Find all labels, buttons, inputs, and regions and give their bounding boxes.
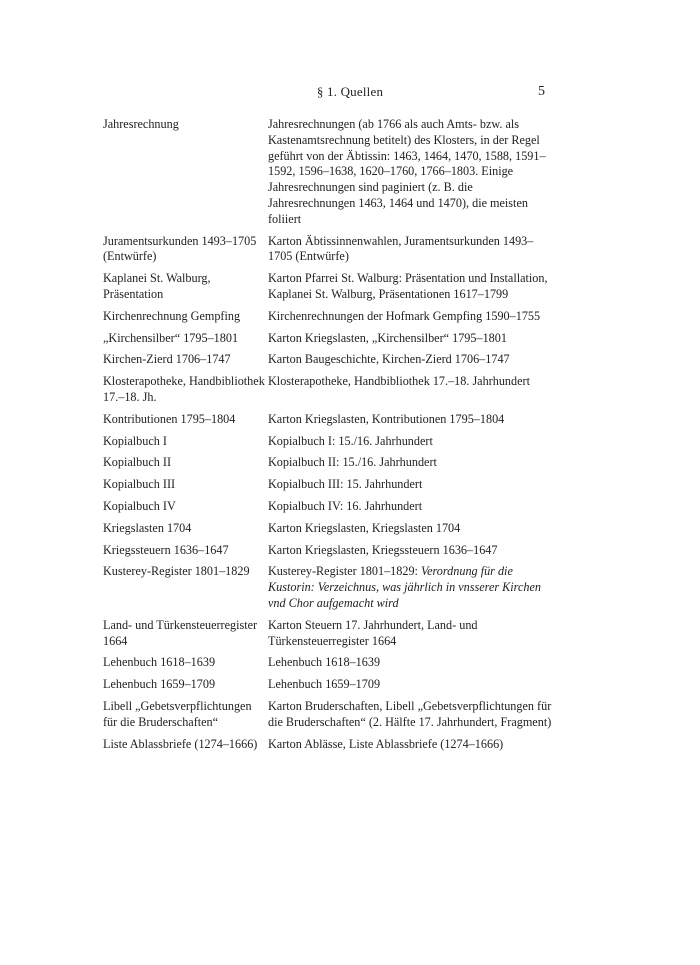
entry-term: „Kirchensilber“ 1795–1801 (103, 330, 239, 345)
list-item (103, 655, 553, 671)
entry-description: Karton Steuern 17. Jahrhundert, Land- und Türkensteuerregister 1664 (268, 617, 478, 648)
list-item (103, 309, 553, 325)
entry-term: Jahresrechnung (103, 117, 179, 131)
entry-description (268, 564, 553, 611)
section-title: § 1. Quellen (316, 84, 384, 99)
list-item (103, 412, 553, 428)
entry-description: Karton Pfarrei St. Walburg: Präsentation und Installation, Kaplanei St. Walburg, Präsentationen 1617–1799 (268, 271, 548, 301)
list-item (103, 477, 553, 493)
entry-description: Kopialbuch I: 15./16. Jahrhundert (268, 433, 433, 448)
entry-term: Kriegslasten 1704 (103, 520, 192, 535)
entry-description: Kopialbuch II: 15./16. Jahrhundert (268, 455, 437, 470)
entry-term: Kriegssteuern 1636–1647 (103, 542, 229, 557)
entry-term: Kirchenrechnung Gempfing (103, 308, 241, 323)
entry-description: Kopialbuch III: 15. Jahrhundert (268, 477, 423, 492)
entry-description: Klosterapotheke, Handbibliothek 17.–18. Jahrhundert (268, 374, 530, 389)
entry-term: Liste Ablassbriefe (1274–1666) (103, 736, 258, 751)
entry-description: Kopialbuch IV: 16. Jahrhundert (268, 498, 423, 513)
entry-term: Lehenbuch 1659–1709 (103, 677, 216, 692)
list-item (103, 331, 553, 347)
entry-description: Karton Äbtissinnenwahlen, Juramentsurkunden 1493–1705 (Entwürfe) (268, 233, 534, 264)
entry-term: Klosterapotheke, Handbibliothek 17.–18. Jh. (103, 374, 265, 404)
entry-description: Karton Kriegslasten, Kriegslasten 1704 (268, 520, 461, 535)
entry-term: Lehenbuch 1618–1639 (103, 655, 216, 670)
list-item (103, 117, 553, 228)
entry-term: Land- und Türkensteuerregister 1664 (103, 617, 258, 648)
entry-description: Karton Kriegslasten, „Kirchensilber“ 1795–1801 (268, 330, 507, 345)
list-item (103, 234, 553, 266)
entry-description: Karton Bruderschaften, Libell „Gebetsverpflichtungen für die Bruderschaften“ (2. Hälfte 17. Jahrhundert, Fragment) (268, 698, 552, 729)
entry-description-quote: Verordnung für die Kustorin: Verzeichnus, was jährlich in vnsserer Kirchen vnd Chor aufgemacht wird (268, 564, 541, 610)
entry-description: Karton Kriegslasten, Kriegssteuern 1636–1647 (268, 542, 498, 557)
entry-description: Karton Ablässe, Liste Ablassbriefe (1274–1666) (268, 736, 504, 751)
entry-term: Kusterey-Register 1801–1829 (103, 564, 250, 579)
running-head (0, 84, 700, 104)
list-item (103, 521, 553, 537)
entry-description: Lehenbuch 1618–1639 (268, 655, 381, 670)
entry-description: Lehenbuch 1659–1709 (268, 677, 381, 692)
entry-term: Kopialbuch II (103, 455, 172, 470)
entry-term: Kopialbuch III (103, 477, 176, 492)
list-item (103, 737, 553, 753)
entry-description: Jahresrechnungen (ab 1766 als auch Amts- bzw. als Kastenamtsrechnung betitelt) des Klosters, in der Regel geführt von der Äbtissin: 1463, 1464, 1470, 1588, 1591–1592, 1596–1638, 1620–1760, 1766–1803. Einige Jahresrechnungen sind paginiert (z. B. die Jahresrechnungen 1463, 1464 und 1470), die meisten foliiert (268, 117, 546, 226)
entry-term: Kirchen-Zierd 1706–1747 (103, 352, 231, 367)
list-item (103, 699, 553, 731)
list-item (103, 499, 553, 515)
entry-term: Kopialbuch IV (103, 498, 176, 513)
list-item (103, 677, 553, 693)
entry-description-text: Kusterey-Register 1801–1829: (268, 564, 421, 579)
entry-description: Karton Baugeschichte, Kirchen-Zierd 1706–1747 (268, 352, 510, 367)
list-item (103, 352, 553, 368)
list-item (103, 618, 553, 650)
list-item (103, 434, 553, 450)
list-item (103, 543, 553, 559)
source-list (103, 117, 553, 758)
entry-term: Juramentsurkunden 1493–1705 (Entwürfe) (103, 233, 257, 264)
list-item (103, 374, 553, 406)
entry-term: Kopialbuch I (103, 433, 167, 448)
entry-term: Libell „Gebetsverpflichtungen für die Bruderschaften“ (103, 698, 252, 729)
list-item (103, 564, 553, 611)
entry-description: Karton Kriegslasten, Kontributionen 1795–1804 (268, 411, 505, 426)
entry-term: Kontributionen 1795–1804 (103, 411, 236, 426)
entry-term: Kaplanei St. Walburg, Präsentation (103, 271, 211, 301)
list-item (103, 271, 553, 303)
list-item (103, 455, 553, 471)
entry-description: Kirchenrechnungen der Hofmark Gempfing 1590–1755 (268, 308, 541, 323)
page-number: 5 (538, 84, 545, 99)
